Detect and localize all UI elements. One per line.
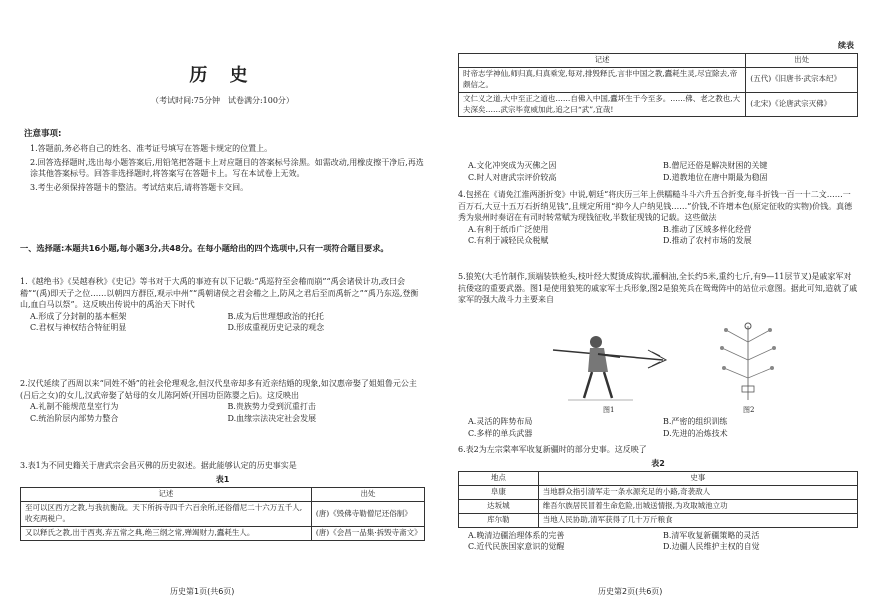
notice-item: 3.考生必须保持答题卡的整洁。考试结束后,请将答题卡交回。	[30, 182, 249, 192]
option[interactable]: B.僧尼还俗是解决财困的关键	[663, 161, 768, 170]
option-list	[458, 224, 858, 247]
option-list	[20, 311, 425, 334]
question-stem: 4.包拯在《请免江淮两浙折变》中说,朝廷“将庆历三年上供糯糙斗斗六升五合折变,每斗折钱一百一十二文……一百万石,大豆十五万石折纳见钱”,且规定所用“抑今人户纳见钱……”价钱,不许增本色(原定征收的实物)价钱。真德秀为泉州时奏诏在有司时转常赋为现钱征收,半数征现钱的记载。这些做法	[458, 190, 853, 223]
option[interactable]: B.清军收复新疆策略的灵活	[663, 530, 760, 540]
question-stem: 5.狼筅(大毛竹制作,顶端装铁枪头,枝叶经大熨烫成钩状,灌桐油,全长约5米,重约七斤,有9—11层节叉)是戚家军对抗倭寇的重要武器。图1是使用狼筅的戚家军士兵形象,图2是狼筅兵在鸳鸯阵中的站位示意图。据此可知,造就了戚家军的强大战斗力主要来自	[458, 272, 858, 305]
exam-meta: （考试时间:75分钟 试卷满分:100分）	[151, 96, 294, 105]
question-5-options	[458, 416, 858, 439]
table-row	[21, 502, 425, 527]
option[interactable]: D.边疆人民维护主权的自觉	[663, 542, 760, 552]
option[interactable]: B.成为后世理想政治的托托	[227, 311, 324, 321]
table-cell: (五代)《旧唐书·武宗本纪》	[746, 67, 858, 92]
table-row	[459, 486, 858, 500]
table-header: 记述	[459, 54, 746, 68]
option[interactable]: B.推动了区域多样化经营	[663, 224, 752, 234]
table-cell: (唐)《会昌一品集·拆毁寺斋文》	[311, 526, 424, 540]
figure-1-caption: 图1	[603, 406, 615, 414]
section-heading: 一、选择题:本题共16小题,每小题3分,共48分。在每小题给出的四个选项中,只有一项符合题目要求。	[20, 243, 389, 253]
option[interactable]: B.贵族势力受到沉重打击	[227, 402, 316, 412]
table-cell: (北宋)《论唐武宗灭佛》	[746, 92, 858, 117]
table-cell: 至可以区西方之教,与我抗衡哉。天下所拆寺四千六百余所,还俗僧尼二十六万五千人,收充两税户。	[21, 502, 312, 527]
table-row	[459, 67, 858, 92]
page-1	[20, 0, 425, 615]
page-footer: 历史第2页(共6页)	[598, 587, 663, 596]
question-3	[20, 460, 425, 541]
table-row	[459, 513, 858, 527]
option[interactable]: A.礼制不能规范皇室行为	[30, 402, 119, 412]
option[interactable]: D.先进的冶炼技术	[663, 428, 728, 438]
option[interactable]: A.有利于纸币广泛使用	[468, 224, 549, 234]
question-3-options	[458, 160, 858, 183]
table-cell: 达坂城	[459, 499, 539, 513]
figures	[548, 320, 798, 420]
soldier-figure-icon	[548, 320, 668, 404]
option-list	[458, 416, 858, 439]
formation-diagram-icon	[708, 320, 788, 404]
table-row	[21, 526, 425, 540]
option-list	[458, 160, 858, 183]
option[interactable]: D.血缘宗法决定社会发展	[227, 413, 317, 423]
table-cell: (唐)《毁佛寺勒僧尼还俗制》	[311, 502, 424, 527]
option[interactable]: A.形成了分封制的基本框架	[30, 311, 127, 321]
option-list	[20, 401, 425, 424]
option[interactable]: C.近代民族国家意识的觉醒	[468, 542, 565, 552]
question-5	[458, 271, 858, 306]
question-2	[20, 378, 425, 424]
question-stem: 6.表2为左宗棠率军收复新疆时的部分史事。这反映了	[458, 445, 647, 454]
table-cell: 当地人民协助,清军获得了几十万斤粮食	[538, 513, 857, 527]
notice-item: 1.答题前,务必将自己的姓名、准考证号填写在答题卡规定的位置上。	[30, 144, 273, 153]
page-2	[458, 0, 858, 615]
table-header: 地点	[459, 472, 539, 486]
option-list	[458, 530, 858, 553]
table-cell: 又以释氏之教,出于西夷,弃五常之典,绝三纲之常,殚竭财力,蠹耗生人。	[21, 526, 312, 540]
question-stem: 3.表1为不同史籍关于唐武宗会昌灭佛的历史叙述。据此能够认定的历史事实是	[20, 461, 297, 470]
table-cell: 当地群众指引清军走一条水源充足的小路,奇袭敌人	[538, 486, 857, 500]
figure-2-caption: 图2	[743, 406, 755, 414]
table-header: 记述	[21, 488, 312, 502]
option[interactable]: C.时人对唐武宗评价较高	[468, 172, 557, 182]
notice-item: 2.回答选择题时,选出每小题答案后,用铅笔把答题卡上对应题目的答案标号涂黑。如需改动,用橡皮擦干净后,再选涂其他答案标号。回答非选择题时,将答案写在答题卡上。写在本试卷上无效。	[30, 157, 424, 179]
option[interactable]: A.灵活的阵势布局	[468, 417, 533, 426]
table-cell: 文仁义之道,大中至正之道也……自佛入中国,蠹坏生于今至多。……佛、老之教也,大夫深矣……武宗毕竟威加此,追之曰“武”,宜哉!	[459, 92, 746, 117]
option[interactable]: D.道教地位在唐中期最为稳固	[663, 172, 768, 182]
option[interactable]: D.形成重视历史记录的观念	[227, 323, 325, 333]
option[interactable]: A.晚清边疆治理体系的完善	[468, 530, 565, 540]
option[interactable]: C.多样的单兵武器	[468, 428, 533, 438]
continued-table-wrap	[458, 53, 858, 117]
table-caption: 表1	[215, 474, 230, 484]
table-header: 出处	[311, 488, 424, 502]
continued-label: 续表	[838, 41, 854, 50]
table-cell: 库尔勒	[459, 513, 539, 527]
option[interactable]: C.君权与神权结合特征明显	[30, 323, 127, 333]
question-6	[458, 444, 858, 553]
table-2	[458, 471, 858, 528]
notice-title: 注意事项:	[24, 129, 62, 139]
page-footer: 历史第1页(共6页)	[170, 587, 235, 596]
table-header: 史事	[538, 472, 857, 486]
table-caption: 表2	[651, 458, 665, 468]
exam-title: 历 史	[189, 65, 256, 86]
table-header: 出处	[746, 54, 858, 68]
table-1-continued	[458, 53, 858, 117]
question-stem: 1.《越绝书》《吴越春秋》《史记》等书对于大禹的事迹有以下记载:“禹巡狩至会稽而崩”“禹会诸侯计功,改曰会稽”“(禹)即天子之位……以朝四方群臣,观示中州”“禹朝诸侯之君会稽之上,防风之君后至而禹斩之”“禹乃东巡,登衡山,血白马以祭”。这反映出传说中的禹治天下时代	[20, 277, 419, 310]
question-1	[20, 276, 425, 334]
question-4	[458, 189, 858, 247]
table-1	[20, 487, 425, 541]
option[interactable]: C.有利于减轻民众税赋	[468, 236, 549, 246]
table-cell: 阜康	[459, 486, 539, 500]
table-row	[459, 499, 858, 513]
option[interactable]: A.文化冲突成为灭佛之因	[468, 161, 557, 170]
option[interactable]: C.统治阶层内部势力整合	[30, 413, 119, 423]
option[interactable]: D.推动了农村市场的发展	[663, 236, 752, 246]
table-cell: 维吾尔族居民冒着生命危险,出城送情报,为攻取城池立功	[538, 499, 857, 513]
option[interactable]: B.严密的组织训练	[663, 417, 728, 426]
question-stem: 2.汉代延续了西周以来“同姓不婚”的社会伦理观念,但汉代皇帝却多有近亲结婚的现象,如汉惠帝娶了姐姐鲁元公主(吕后之女)的女儿,汉武帝娶了姑母的女儿陈阿娇(开国功臣陈婴之后)。这反映出	[20, 379, 417, 400]
notice-list	[30, 143, 425, 195]
table-cell: 时帝志学神仙,师归真,归真乘宠,每对,排毁释氏,言非中国之教,蠹耗生灵,尽宜除去,帝颇信之。	[459, 67, 746, 92]
table-row	[459, 92, 858, 117]
